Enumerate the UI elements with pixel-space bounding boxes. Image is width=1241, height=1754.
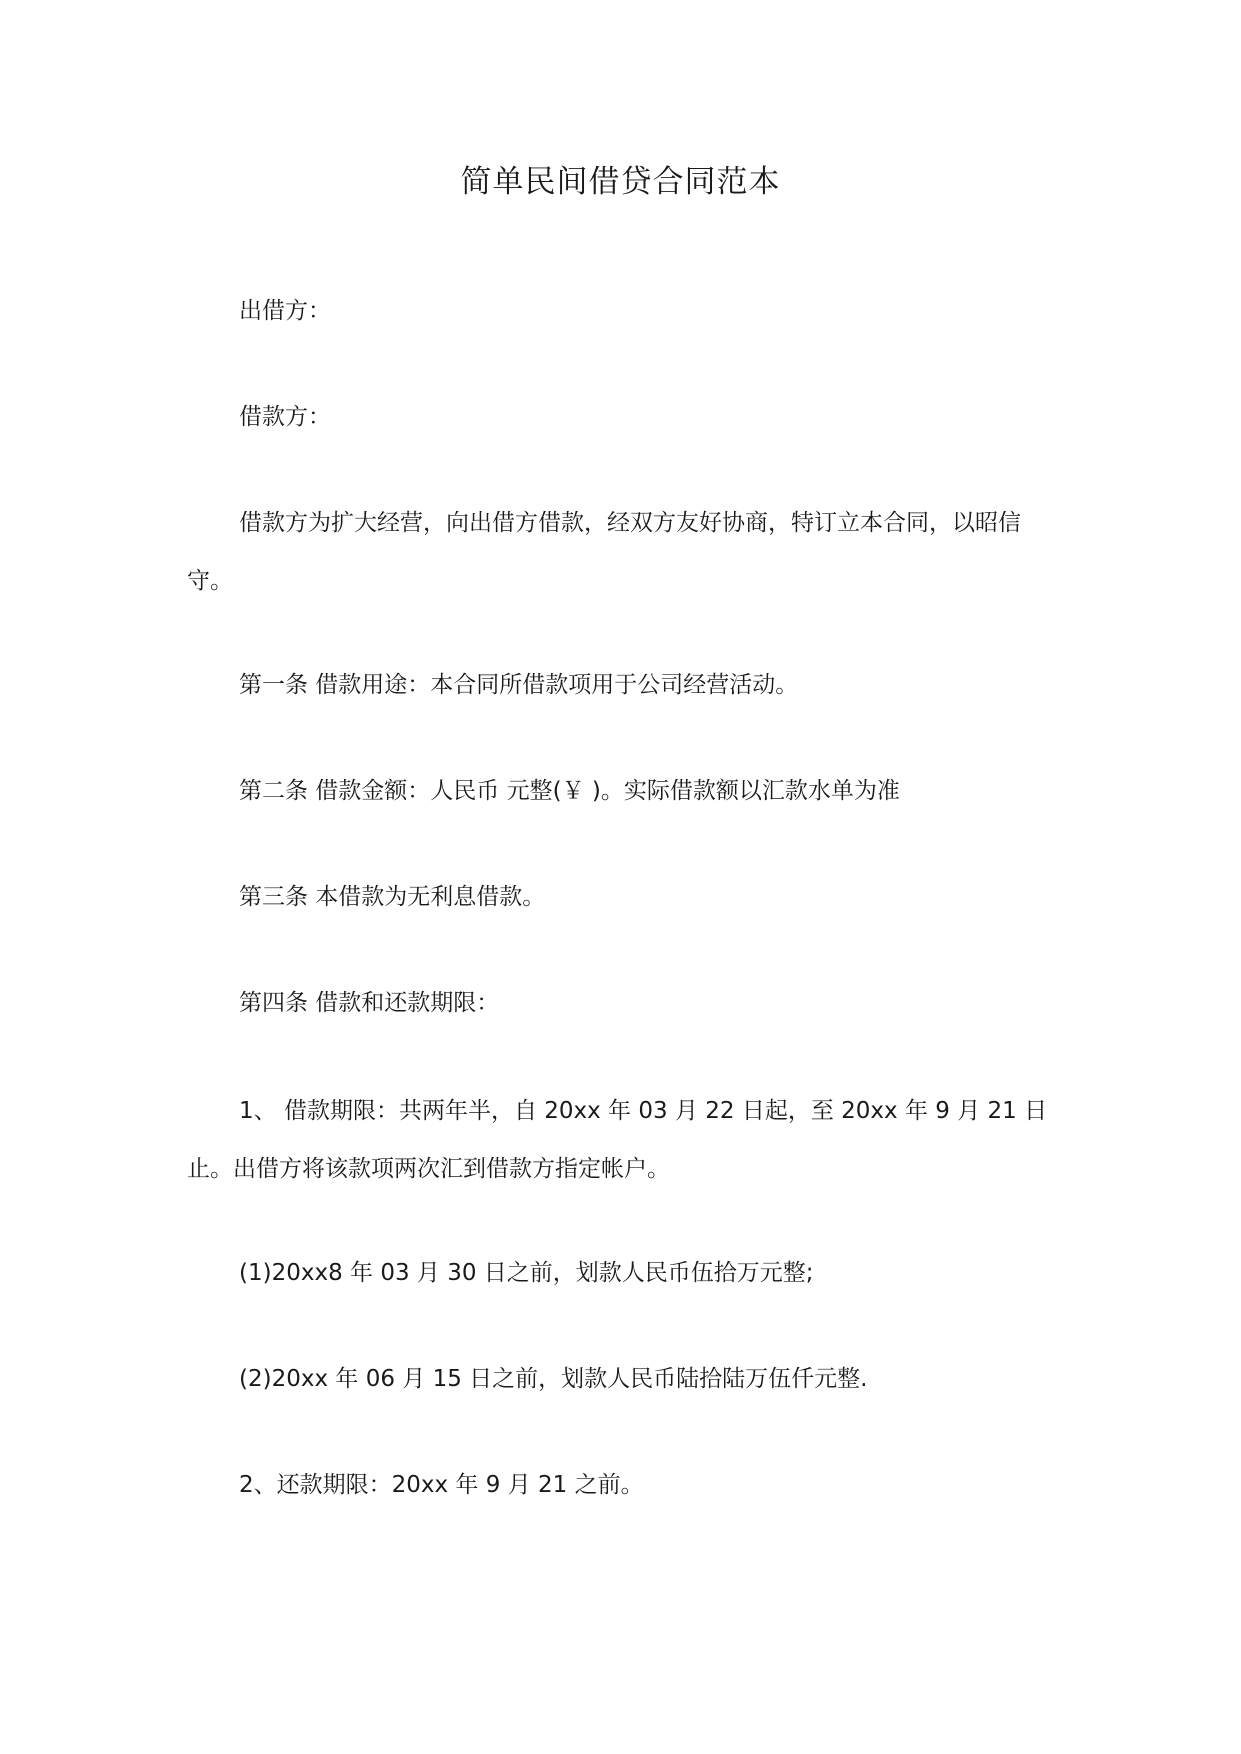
article-4-paragraph: 第四条 借款和还款期限：	[239, 990, 500, 1016]
borrower-line: 借款方：	[239, 404, 331, 430]
second-transfer-line: (2)20xx 年 06 月 15 日之前，划款人民币陆拾陆万伍仟元整.	[239, 1366, 868, 1392]
first-transfer-line: (1)20xx8 年 03 月 30 日之前，划款人民币伍拾万元整;	[239, 1260, 814, 1286]
article-3-paragraph: 第三条 本借款为无利息借款。	[239, 884, 546, 910]
document-title: 简单民间借贷合同范本	[460, 164, 781, 200]
loan-term-paragraph: 1、 借款期限：共两年半，自 20xx 年 03 月 22 日起，至 20xx 年 9 月 21 日止。出借方将该款项两次汇到借款方指定帐户。	[187, 1098, 1048, 1182]
article-1-paragraph: 第一条 借款用途：本合同所借款项用于公司经营活动。	[239, 672, 799, 698]
preamble-paragraph: 借款方为扩大经营，向出借方借款，经双方友好协商，特订立本合同，以昭信守。	[187, 510, 1021, 594]
repayment-term-line: 2、还款期限：20xx 年 9 月 21 之前。	[239, 1472, 644, 1498]
lender-line: 出借方：	[239, 298, 331, 324]
article-2-paragraph: 第二条 借款金额：人民币 元整(￥ )。实际借款额以汇款水单为准	[239, 778, 900, 804]
